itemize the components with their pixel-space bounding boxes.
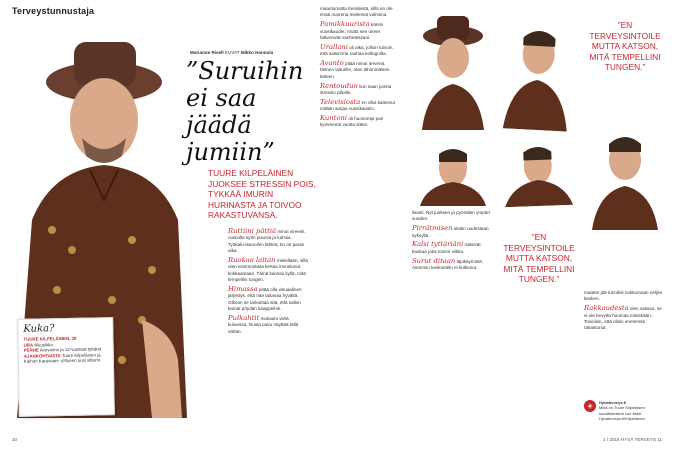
paragraph-lead: Rentoudun [320,81,358,90]
paragraph-lead: Pirrätmisen [412,224,453,233]
byline-photographer: Mikko Hannula [240,50,274,55]
paragraph-text: pitää minut tervenä. Menen laiturille, otan lähimmäisen käteen. [320,61,390,79]
photo-illustration [584,120,666,230]
paragraph [320,115,400,129]
info-line-label: TUURE KILPELÄINEN, 39 [23,335,77,342]
paragraph-text: kärsin vuosikaudet, mutta sen oireet hälvenivät vanhetessani. [320,22,384,41]
paragraph-lead: Televisiosta [320,97,361,106]
photo-illustration [497,139,579,208]
paragraph-text: mukaani vielä kuluessa, hiusta puku näyttää tällä vähän. [228,316,299,334]
info-line-text: Avovaimo ja 12-vuotiaat tyttäret [39,346,102,353]
paragraph-text: maaten jää tunniksi nukkumaan neljän kesken. [584,290,663,302]
paragraph-text: mielellään, sillä olen ensimmäistä kertaa innostunut kokkaamaan. Tämä kanssa kyllä, mitä tempellini tungen. [228,258,308,283]
page-number-left: 10 [12,437,18,442]
photo-portrait-1 [412,6,494,130]
paragraph-text: en ollut katsonut mitään sarjaa vuosikausiin. [320,99,396,112]
paragraph-text: aloitin uudestaan syksyllä. [412,226,489,238]
photo-illustration [412,6,494,130]
paragraph [228,315,308,335]
paragraph [320,44,400,58]
paragraph-lead: Urallani [320,42,348,51]
byline-photo-label: KUVAT [224,50,240,55]
info-line-label: URA [23,342,34,348]
paragraph-lead: Rakkaudesta [584,304,629,313]
photo-portrait-4 [497,139,579,208]
photo-portrait-5 [584,120,666,230]
paragraph [320,6,400,19]
photo-portrait-2 [495,4,581,132]
paragraph-lead: Pulkahtit [228,314,260,323]
article-column-3 [412,210,492,274]
lede: TUURE KILPELÄINEN JUOKSEE STRESSIN POIS, TYKKÄÄ IMURIN HURINASTA JA TOIVOO RAKASTUVANSA. [208,168,316,221]
source-box [584,400,666,422]
photo-illustration [495,4,581,132]
paragraph-lead: Surut ditaan [412,256,456,265]
paragraph [320,83,400,97]
paragraph-lead: Ruokaa laitan [228,256,276,265]
paragraph [584,305,664,332]
info-box [17,317,115,417]
info-line-current [24,352,108,365]
paragraph-text: oli huonompi pari kymmentä vuotta sitten. [320,116,384,128]
byline-author: Marianne Risell [190,50,224,55]
photo-portrait-3 [412,140,494,206]
paragraph [320,99,400,113]
photo-illustration [412,140,494,206]
info-line-label: AJANKOHTAISTA [23,352,61,359]
pull-quote-top: ”EN TERVEYSINTOILE MUTTA KATSON, MITÄ TEMPELLINI TUNGEN.” [589,20,661,73]
article-column-4 [584,290,664,334]
info-line-text: Tuure Kilpeläinen ja Kaihon Karavaani -yhtyeen uusi albumi. [23,352,102,365]
paragraph-text: oli aika, jolloin toivoin, että saisimme rauhaa kollegoilta. [320,44,394,57]
paragraph [228,228,308,255]
paragraph [412,258,492,272]
page-number-right: 1 / 2016 HYVÄ TERVEYS 11 [603,437,662,442]
paragraph [228,257,308,284]
source-text: Mikä on Tuure Kilpeläisen suosikkiesiinä Lue lisää Hyvaterveys.fi/Kilpelainen [599,405,645,422]
paragraph-text: olen vakava, se ei ole kevyttä huomaa miniskään. Toivoisin, että olisin enemmän rakastunut. [584,306,662,331]
info-box-title: Kuka? [23,323,55,335]
paragraph-text: pitää olla visuaalinen järjestys, että näe taitavaa hyvältä. Olkoon se tarkoittaa sitä, että sallon kamat pöydän kaappeihin. [228,287,302,312]
paragraph-lead: Kalsi tyttäriäni [412,240,464,249]
article-column-2 [320,6,400,131]
info-line-text: Muusikko [34,341,53,348]
paragraph [412,241,492,255]
paragraph-lead: Ruttiini pättiä [228,227,277,235]
source-text-block [599,400,666,422]
plus-icon: + [584,400,596,412]
paragraph-lead: Pamikkuurista [320,20,370,29]
paragraph-lead: Himassa [228,285,258,294]
paragraph-text: läpikäymistä. Aiemmin keskustelu ei kulkenut. [412,258,484,271]
paragraph-lead: Avanto [320,59,344,68]
paragraph-lead: Kuntoni [320,114,348,123]
paragraph [320,60,400,80]
paragraph-text: näkevät kaukaa joka toinen viikko. [412,242,481,254]
source-brand: Hyvaterveys.fi [599,400,627,405]
headline: ”Suruihin ei saa jäädä jumiin” [186,57,304,166]
paragraph-text: lisesti. Nyt juoksen ja pyöräilen ympäri vuoden. [412,210,490,222]
paragraph [584,290,664,303]
info-line-label: PERHE [23,347,39,353]
paragraph [228,286,308,313]
paragraph-text: kun saan juosta stressin pihalle. [320,83,392,96]
paragraph-text: minut vireesk. Aamulla syön puuroa ja kahvia. Työkalu-tsanoihin lähteä, ko on paras aika. [228,229,306,254]
paragraph-text: maantumatta trendeistä, sillä en ole enää nuorena mielensä valmiina. [320,6,393,18]
article-column-1 [228,228,308,338]
paragraph [412,225,492,239]
paragraph [320,21,400,41]
section-title: Terveystunnustaja [12,6,95,16]
paragraph [412,210,492,223]
byline [190,50,273,55]
pull-quote-middle: ”EN TERVEYSINTOILE MUTTA KATSON, MITÄ TEMPELLINI TUNGEN.” [503,232,575,285]
